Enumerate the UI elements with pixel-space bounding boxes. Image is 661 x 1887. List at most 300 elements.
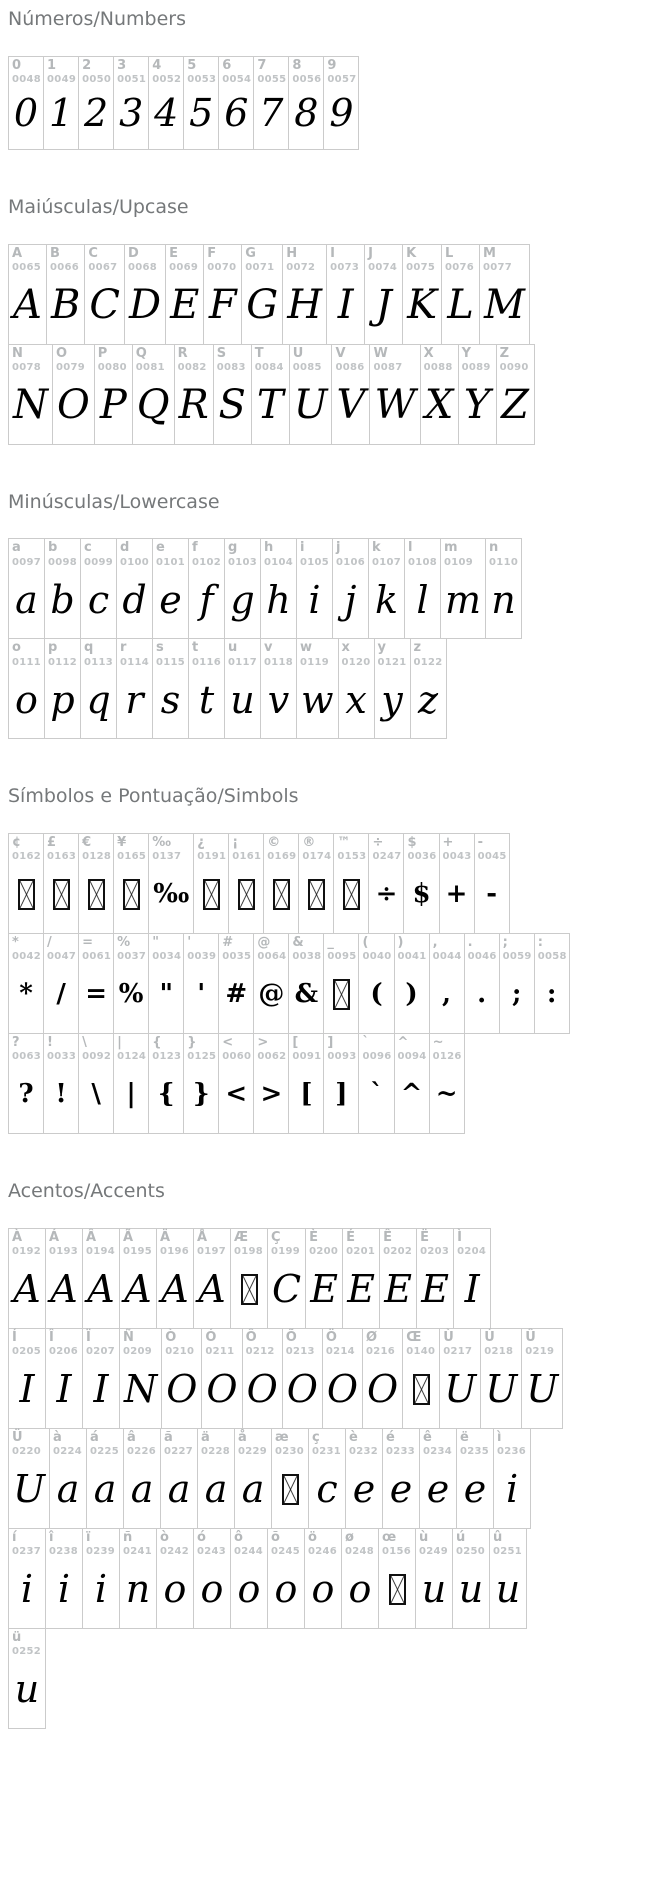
cell-char-label: > xyxy=(257,1035,269,1051)
cell-char-label: \ xyxy=(82,1035,87,1051)
cell-unicode-label: 0038 xyxy=(292,951,322,963)
cell-char-label: 2 xyxy=(82,57,92,73)
glyph-cell-0047 xyxy=(43,933,79,1034)
cell-glyph: A xyxy=(13,281,42,328)
cell-label xyxy=(490,1529,526,1558)
glyph-cell-0233 xyxy=(382,1428,420,1529)
cell-unicode-label: 0068 xyxy=(128,261,158,273)
cell-char-label: ( xyxy=(362,935,369,951)
cell-glyph: U xyxy=(444,1367,477,1412)
cell-label xyxy=(290,345,332,374)
glyph-cell-0201 xyxy=(342,1228,380,1329)
glyph-cell-0045 xyxy=(474,833,510,934)
glyph-cell-0213 xyxy=(282,1328,323,1429)
cell-char-label: < xyxy=(222,1035,234,1051)
cell-glyph: N xyxy=(124,1367,158,1412)
glyph-cell-0209 xyxy=(119,1328,162,1429)
cell-glyph: O xyxy=(206,1367,238,1412)
cell-glyph: > xyxy=(260,1079,283,1110)
cell-label xyxy=(133,345,174,374)
glyph-cell-0165 xyxy=(113,833,149,934)
cell-unicode-label: 0093 xyxy=(327,1051,357,1063)
cell-glyph: < xyxy=(225,1079,248,1110)
cell-glyph: ) xyxy=(405,979,418,1010)
cell-char-label: Á xyxy=(49,1229,60,1245)
cell-char-label: ö xyxy=(308,1529,317,1545)
cell-glyph: , xyxy=(442,979,452,1010)
cell-label xyxy=(420,1429,456,1458)
cell-glyph: P xyxy=(99,381,127,428)
cell-label xyxy=(254,57,288,86)
glyph-cell-0086 xyxy=(331,344,370,445)
cell-glyph: b xyxy=(50,577,75,622)
glyph-cell-0064 xyxy=(253,933,289,1034)
cell-char-label: ™ xyxy=(337,835,351,851)
cell-unicode-label: 0079 xyxy=(56,361,86,373)
cell-unicode-label: 0042 xyxy=(12,951,42,963)
cell-unicode-label: 0126 xyxy=(432,1051,462,1063)
cell-char-label: ù xyxy=(419,1529,429,1545)
missing-glyph-tofu-icon xyxy=(238,879,255,910)
cell-glyph: I xyxy=(464,1267,480,1312)
cell-char-label: ¿ xyxy=(197,835,205,851)
glyph-cell-0071 xyxy=(241,244,283,345)
cell-unicode-label: 0202 xyxy=(383,1246,413,1258)
cell-unicode-label: 0095 xyxy=(327,951,357,963)
cell-unicode-label: 0064 xyxy=(257,951,287,963)
cell-label xyxy=(83,1329,119,1358)
cell-unicode-label: 0199 xyxy=(271,1246,301,1258)
cell-label xyxy=(359,934,393,963)
glyph-cell-0115 xyxy=(152,638,189,739)
cell-label xyxy=(297,539,332,568)
cell-unicode-label: 0247 xyxy=(372,851,402,863)
cell-char-label: 9 xyxy=(327,57,337,73)
cell-char-label: R xyxy=(177,345,188,361)
cell-char-label: Ì xyxy=(457,1229,462,1245)
cell-label xyxy=(120,1229,156,1258)
cell-glyph: x xyxy=(345,677,367,722)
glyph-cell-0083 xyxy=(213,344,252,445)
cell-unicode-label: 0096 xyxy=(362,1051,392,1063)
cell-glyph: w xyxy=(301,677,334,722)
cell-label xyxy=(219,934,253,963)
cell-char-label: Ã xyxy=(123,1229,134,1245)
cell-glyph: o xyxy=(237,1567,261,1612)
glyph-cell-0128 xyxy=(78,833,114,934)
cell-glyph: ? xyxy=(18,1079,34,1110)
glyph-cell-0038 xyxy=(288,933,324,1034)
cell-char-label: Z xyxy=(499,345,509,361)
cell-unicode-label: 0204 xyxy=(457,1246,487,1258)
cell-glyph: A xyxy=(87,1267,115,1312)
cell-unicode-label: 0099 xyxy=(84,556,114,568)
cell-glyph: A xyxy=(161,1267,189,1312)
glyph-cell-0096 xyxy=(358,1033,394,1134)
cell-char-label: | xyxy=(117,1035,122,1051)
cell-label xyxy=(46,1229,82,1258)
cell-label xyxy=(225,539,260,568)
glyph-cell-0046 xyxy=(464,933,500,1034)
glyph-cell-0249 xyxy=(415,1528,453,1629)
cell-glyph xyxy=(334,863,368,933)
cell-unicode-label: 0220 xyxy=(12,1446,42,1458)
missing-glyph-tofu-icon xyxy=(282,1474,299,1505)
glyph-row-lowercase-2 xyxy=(8,638,653,739)
glyph-cell-0195 xyxy=(119,1228,157,1329)
cell-char-label: { xyxy=(152,1035,162,1051)
glyph-cell-0225 xyxy=(86,1428,124,1529)
glyph-cell-0140 xyxy=(402,1328,440,1429)
cell-label xyxy=(117,639,152,668)
cell-label xyxy=(522,1329,562,1358)
cell-char-label: ¡ xyxy=(232,835,239,851)
cell-label xyxy=(395,934,429,963)
cell-glyph xyxy=(44,863,78,933)
cell-glyph: u xyxy=(230,677,255,722)
glyph-cell-0231 xyxy=(308,1428,346,1529)
cell-char-label: Ï xyxy=(86,1329,91,1345)
cell-unicode-label: 0198 xyxy=(234,1246,264,1258)
cell-glyph: M xyxy=(484,281,525,328)
cell-glyph: T xyxy=(256,381,284,428)
cell-unicode-label: 0153 xyxy=(337,851,367,863)
cell-glyph xyxy=(324,963,358,1033)
cell-char-label: ç xyxy=(312,1429,320,1445)
cell-label xyxy=(95,345,132,374)
cell-glyph: & xyxy=(294,979,319,1010)
cell-char-label: ò xyxy=(160,1529,169,1545)
cell-label xyxy=(339,639,374,668)
cell-glyph: O xyxy=(367,1367,399,1412)
cell-unicode-label: 0078 xyxy=(12,361,42,373)
cell-glyph: o xyxy=(348,1567,372,1612)
cell-char-label: Y xyxy=(461,345,471,361)
glyph-cell-0078 xyxy=(8,344,53,445)
cell-label xyxy=(194,1229,230,1258)
glyph-cell-0107 xyxy=(368,538,405,639)
cell-char-label: U xyxy=(292,345,304,361)
missing-glyph-tofu-icon xyxy=(343,879,360,910)
glyph-cell-0049 xyxy=(43,56,79,150)
glyph-row-accents-2 xyxy=(8,1328,653,1429)
cell-char-label: ? xyxy=(12,1035,20,1051)
cell-unicode-label: 0052 xyxy=(152,74,182,86)
cell-glyph: \ xyxy=(91,1079,101,1110)
glyph-cell-0120 xyxy=(338,638,375,739)
cell-glyph: k xyxy=(374,577,399,622)
cell-label xyxy=(9,1529,45,1558)
cell-char-label: 7 xyxy=(257,57,267,73)
glyph-cell-0246 xyxy=(304,1528,342,1629)
cell-glyph: D xyxy=(129,281,162,328)
cell-label xyxy=(480,245,529,274)
cell-glyph: e xyxy=(426,1467,450,1512)
cell-unicode-label: 0165 xyxy=(117,851,147,863)
glyph-row-accents-5 xyxy=(8,1628,653,1729)
cell-unicode-label: 0088 xyxy=(423,361,453,373)
glyph-cell-0092 xyxy=(78,1033,114,1134)
cell-label xyxy=(9,1329,45,1358)
cell-char-label: û xyxy=(493,1529,503,1545)
cell-label xyxy=(283,245,326,274)
cell-char-label: + xyxy=(442,835,454,851)
glyph-cell-0061 xyxy=(78,933,114,1034)
cell-label xyxy=(44,834,78,863)
cell-unicode-label: 0124 xyxy=(117,1051,147,1063)
cell-label xyxy=(346,1429,382,1458)
cell-unicode-label: 0082 xyxy=(177,361,207,373)
cell-label xyxy=(283,1329,322,1358)
glyph-cell-0123 xyxy=(148,1033,184,1134)
cell-label xyxy=(430,934,464,963)
cell-label xyxy=(535,934,569,963)
cell-unicode-label: 0073 xyxy=(330,261,360,273)
glyph-cell-0054 xyxy=(218,56,254,150)
cell-unicode-label: 0034 xyxy=(152,951,182,963)
cell-char-label: 5 xyxy=(187,57,197,73)
cell-char-label: ) xyxy=(397,935,404,951)
cell-label xyxy=(404,834,438,863)
section-accents xyxy=(8,1180,653,1729)
cell-label xyxy=(383,1429,419,1458)
cell-char-label: Ë xyxy=(420,1229,429,1245)
cell-unicode-label: 0108 xyxy=(408,556,438,568)
glyph-cell-0090 xyxy=(496,344,535,445)
cell-glyph: ^ xyxy=(400,1079,423,1110)
missing-glyph-tofu-icon xyxy=(273,879,290,910)
glyph-cell-0196 xyxy=(156,1228,194,1329)
cell-glyph: 5 xyxy=(189,91,214,136)
cell-label xyxy=(214,345,251,374)
cell-unicode-label: 0232 xyxy=(349,1446,379,1458)
cell-glyph: a xyxy=(130,1467,154,1512)
cell-glyph: a xyxy=(204,1467,228,1512)
glyph-cell-0067 xyxy=(84,244,125,345)
cell-char-label: x xyxy=(341,640,350,656)
cell-glyph: F xyxy=(208,281,237,328)
cell-char-label: Â xyxy=(86,1229,97,1245)
cell-glyph: ‰ xyxy=(153,879,190,910)
cell-label xyxy=(44,1034,78,1063)
cell-glyph: Z xyxy=(501,381,529,428)
cell-glyph: h xyxy=(266,577,291,622)
cell-char-label: ø xyxy=(345,1529,354,1545)
cell-char-label: Ä xyxy=(160,1229,171,1245)
cell-char-label: j xyxy=(336,540,341,556)
cell-unicode-label: 0092 xyxy=(82,1051,112,1063)
section-title-symbols: Símbolos e Pontuação/Simbols xyxy=(8,785,299,808)
cell-glyph: j xyxy=(344,577,357,622)
cell-char-label: , xyxy=(432,935,438,951)
cell-unicode-label: 0061 xyxy=(82,951,112,963)
cell-char-label: . xyxy=(467,935,473,951)
cell-label xyxy=(9,639,44,668)
glyph-cell-0239 xyxy=(82,1528,120,1629)
cell-unicode-label: 0193 xyxy=(49,1246,79,1258)
glyph-cell-0112 xyxy=(44,638,81,739)
glyph-cell-0052 xyxy=(148,56,184,150)
glyph-cell-0235 xyxy=(456,1428,494,1529)
glyph-cell-0043 xyxy=(439,833,475,934)
section-title-accents: Acentos/Accents xyxy=(8,1180,165,1203)
cell-label xyxy=(153,639,188,668)
cell-char-label: c xyxy=(84,540,92,556)
cell-label xyxy=(204,245,241,274)
cell-label xyxy=(306,1229,342,1258)
cell-glyph: e xyxy=(463,1467,487,1512)
glyph-cell-0236 xyxy=(493,1428,531,1529)
cell-label xyxy=(243,1329,282,1358)
cell-unicode-label: 0049 xyxy=(47,74,77,86)
cell-glyph: 8 xyxy=(294,91,319,136)
cell-glyph: ~ xyxy=(435,1079,458,1110)
cell-unicode-label: 0163 xyxy=(47,851,77,863)
cell-glyph: + xyxy=(445,879,468,910)
glyph-cell-0053 xyxy=(183,56,219,150)
cell-glyph: ! xyxy=(55,1079,67,1110)
section-title-upcase: Maiúsculas/Upcase xyxy=(8,195,189,218)
cell-unicode-label: 0210 xyxy=(165,1346,195,1358)
cell-glyph: I xyxy=(93,1367,109,1412)
cell-label xyxy=(334,834,368,863)
glyph-cell-0224 xyxy=(49,1428,87,1529)
glyph-cell-0117 xyxy=(224,638,261,739)
cell-unicode-label: 0087 xyxy=(373,361,403,373)
cell-unicode-label: 0231 xyxy=(312,1446,342,1458)
cell-unicode-label: 0100 xyxy=(120,556,150,568)
cell-unicode-label: 0241 xyxy=(123,1546,153,1558)
cell-label xyxy=(421,345,458,374)
cell-char-label: F xyxy=(207,245,217,261)
cell-label xyxy=(125,245,165,274)
cell-char-label: i xyxy=(300,540,305,556)
cell-unicode-label: 0235 xyxy=(460,1446,490,1458)
cell-char-label: Ó xyxy=(205,1329,217,1345)
cell-glyph: e xyxy=(352,1467,376,1512)
cell-label xyxy=(324,934,358,963)
cell-char-label: ï xyxy=(86,1529,91,1545)
cell-unicode-label: 0103 xyxy=(228,556,258,568)
cell-label xyxy=(365,245,402,274)
glyph-cell-0205 xyxy=(8,1328,46,1429)
cell-char-label: ; xyxy=(502,935,508,951)
cell-label xyxy=(268,1229,305,1258)
cell-char-label: I xyxy=(330,245,335,261)
cell-char-label: Ô xyxy=(245,1329,257,1345)
cell-unicode-label: 0125 xyxy=(187,1051,217,1063)
cell-label xyxy=(219,57,253,86)
glyph-cell-0079 xyxy=(52,344,95,445)
glyph-row-symbols-1 xyxy=(8,833,653,934)
cell-char-label: P xyxy=(97,345,108,361)
glyph-cell-0250 xyxy=(452,1528,490,1629)
glyph-cell-0105 xyxy=(296,538,333,639)
cell-label xyxy=(231,1229,267,1258)
cell-label xyxy=(225,639,260,668)
cell-label xyxy=(184,1034,218,1063)
cell-glyph: E xyxy=(347,1267,375,1312)
cell-char-label: S xyxy=(216,345,227,361)
glyph-cell-0220 xyxy=(8,1428,50,1529)
cell-char-label: J xyxy=(368,245,373,261)
cell-unicode-label: 0041 xyxy=(397,951,427,963)
cell-label xyxy=(79,834,113,863)
cell-unicode-label: 0063 xyxy=(12,1051,42,1063)
cell-label xyxy=(166,245,203,274)
cell-char-label: ñ xyxy=(123,1529,133,1545)
glyph-cell-0248 xyxy=(341,1528,379,1629)
cell-unicode-label: 0104 xyxy=(264,556,294,568)
cell-char-label: s xyxy=(156,640,164,656)
cell-unicode-label: 0105 xyxy=(300,556,330,568)
cell-unicode-label: 0207 xyxy=(86,1346,116,1358)
glyph-cell-0069 xyxy=(165,244,204,345)
cell-unicode-label: 0228 xyxy=(201,1446,231,1458)
cell-char-label: O xyxy=(56,345,68,361)
cell-char-label: Û xyxy=(525,1329,536,1345)
glyph-cell-0048 xyxy=(8,56,44,150)
cell-glyph: U xyxy=(526,1367,559,1412)
cell-label xyxy=(184,57,218,86)
glyph-cell-0228 xyxy=(197,1428,235,1529)
cell-char-label: y xyxy=(377,640,387,656)
cell-unicode-label: 0070 xyxy=(207,261,237,273)
cell-glyph: m xyxy=(445,577,482,622)
glyph-cell-0087 xyxy=(369,344,420,445)
glyph-cell-0103 xyxy=(224,538,261,639)
cell-glyph: y xyxy=(381,677,403,722)
cell-char-label: © xyxy=(267,835,281,851)
cell-label xyxy=(114,934,148,963)
glyph-cell-0199 xyxy=(267,1228,306,1329)
glyph-cell-0104 xyxy=(260,538,297,639)
cell-label xyxy=(87,1429,123,1458)
cell-label xyxy=(289,57,323,86)
cell-label xyxy=(9,1429,49,1458)
cell-label xyxy=(324,1034,358,1063)
cell-unicode-label: 0239 xyxy=(86,1546,116,1558)
cell-unicode-label: 0077 xyxy=(483,261,513,273)
glyph-cell-0251 xyxy=(489,1528,527,1629)
glyph-cell-0068 xyxy=(124,244,166,345)
glyph-cell-0122 xyxy=(410,638,447,739)
cell-unicode-label: 0084 xyxy=(254,361,284,373)
cell-label xyxy=(465,934,499,963)
glyph-cell-0217 xyxy=(439,1328,481,1429)
cell-char-label: u xyxy=(228,640,238,656)
cell-label xyxy=(324,57,358,86)
glyph-cell-0098 xyxy=(44,538,81,639)
cell-unicode-label: 0085 xyxy=(292,361,322,373)
cell-unicode-label: 0226 xyxy=(127,1446,157,1458)
cell-label xyxy=(229,834,263,863)
cell-char-label: ã xyxy=(164,1429,173,1445)
cell-glyph: 4 xyxy=(154,91,179,136)
cell-label xyxy=(162,1329,201,1358)
glyph-cell-0106 xyxy=(332,538,369,639)
glyph-cell-0238 xyxy=(45,1528,83,1629)
cell-label xyxy=(289,934,323,963)
cell-unicode-label: 0196 xyxy=(160,1246,190,1258)
cell-glyph: c xyxy=(316,1467,338,1512)
cell-label xyxy=(254,934,288,963)
cell-char-label: # xyxy=(222,935,234,951)
cell-char-label: : xyxy=(537,935,543,951)
cell-glyph: { xyxy=(157,1079,175,1110)
cell-unicode-label: 0201 xyxy=(346,1246,376,1258)
cell-unicode-label: 0050 xyxy=(82,74,112,86)
